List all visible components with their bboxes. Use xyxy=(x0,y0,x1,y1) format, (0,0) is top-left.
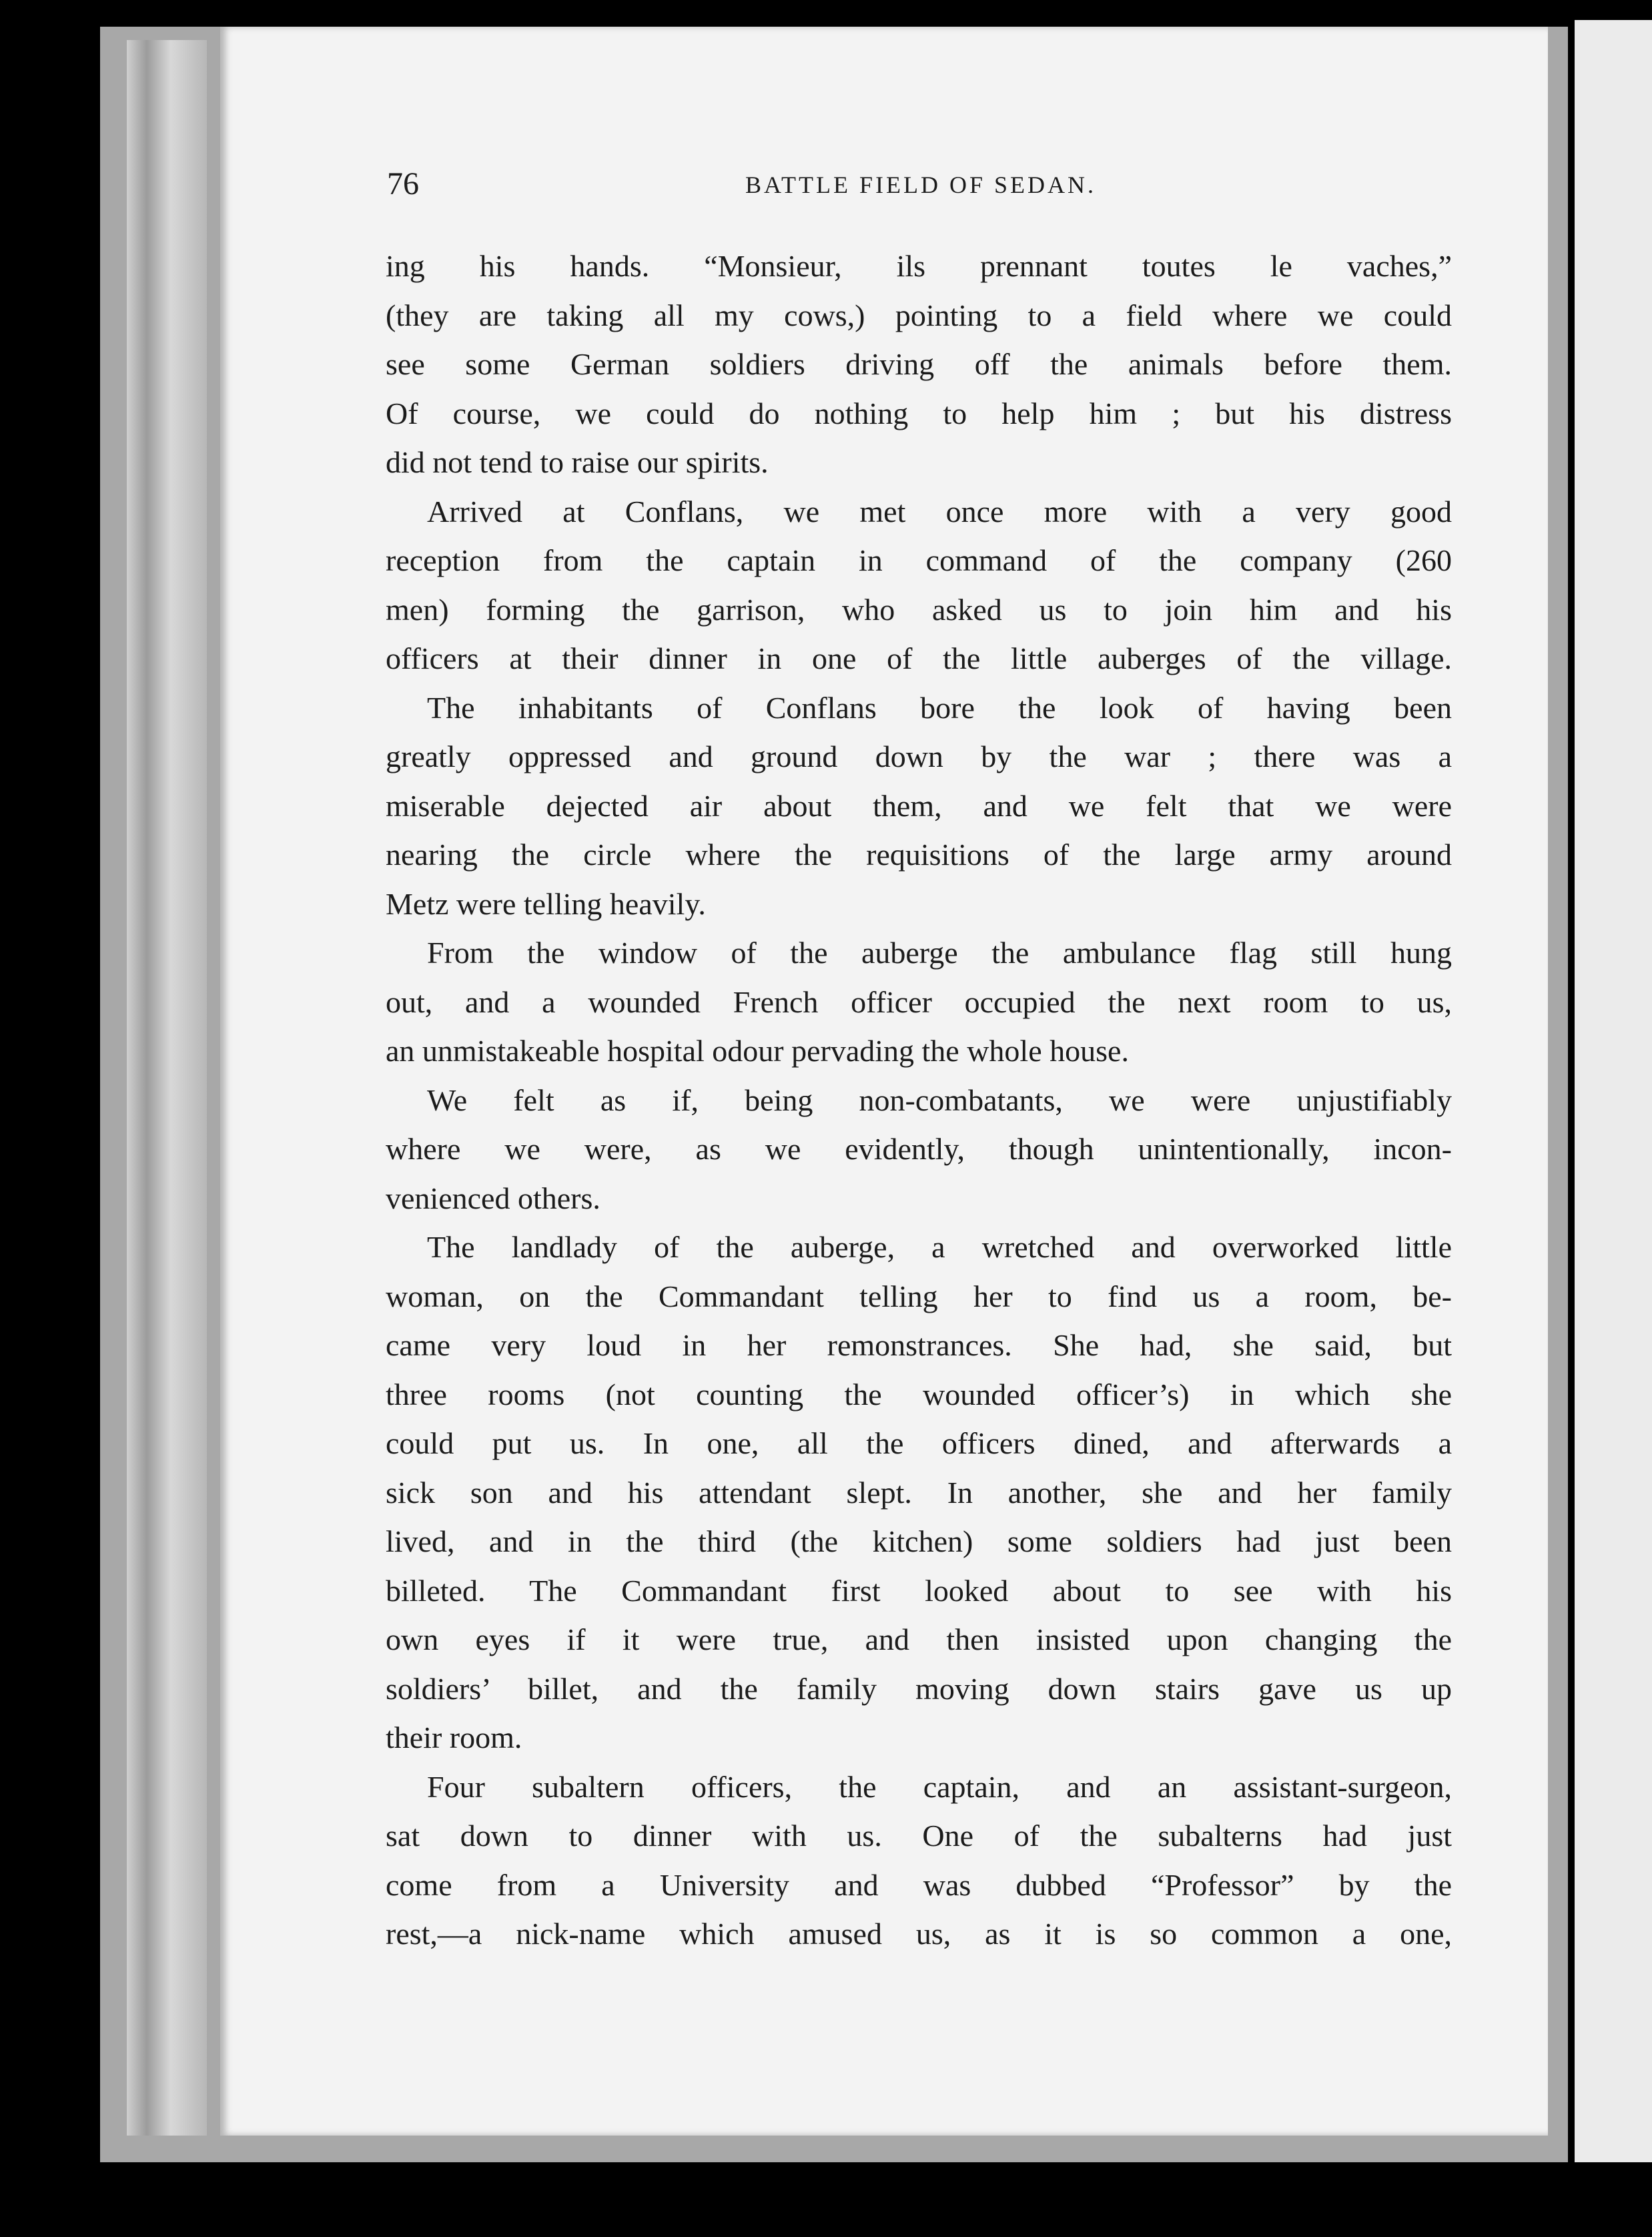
text-line: their room. xyxy=(386,1720,522,1754)
text-line: out, and a wounded French officer occupied the next room to us, xyxy=(386,984,1452,1019)
text-line: an unmistakeable hospital odour pervading the whole house. xyxy=(386,1034,1129,1068)
text-line: billeted. The Commandant first looked about to see with his xyxy=(386,1573,1452,1608)
facing-page-edge xyxy=(1575,20,1652,2162)
text-line: From the window of the auberge the ambulance flag still hung xyxy=(427,936,1452,970)
text-line: come from a University and was dubbed “Professor” by the xyxy=(386,1867,1452,1902)
text-line: see some German soldiers driving off the animals before them. xyxy=(386,347,1452,381)
text-line: Arrived at Conflans, we met once more with a very good xyxy=(427,494,1452,529)
text-line: Of course, we could do nothing to help him ; but his distress xyxy=(386,396,1452,430)
text-line: soldiers’ billet, and the family moving down stairs gave us up xyxy=(386,1671,1452,1706)
text-line: Metz were telling heavily. xyxy=(386,886,706,921)
text-line: own eyes if it were true, and then insisted upon changing the xyxy=(386,1622,1452,1656)
text-line: reception from the captain in command of the company (260 xyxy=(386,543,1452,577)
text-line: miserable dejected air about them, and we felt that we were xyxy=(386,788,1452,823)
text-line: sick son and his attendant slept. In another, she and her family xyxy=(386,1475,1452,1510)
text-line: men) forming the garrison, who asked us to join him and his xyxy=(386,592,1452,627)
text-line: woman, on the Commandant telling her to find us a room, be- xyxy=(386,1279,1452,1313)
running-head xyxy=(387,166,1455,206)
book-binding-edge xyxy=(127,40,207,2136)
text-line: Four subaltern officers, the captain, and an assistant-surgeon, xyxy=(427,1769,1452,1804)
text-line: where we were, as we evidently, though unintentionally, incon- xyxy=(386,1132,1452,1166)
text-line: came very loud in her remonstrances. She had, she said, but xyxy=(386,1328,1452,1362)
text-line: The landlady of the auberge, a wretched and overworked little xyxy=(427,1230,1452,1264)
text-line: lived, and in the third (the kitchen) some soldiers had just been xyxy=(386,1524,1452,1558)
text-line: did not tend to raise our spirits. xyxy=(386,445,769,479)
page-number: 76 xyxy=(387,166,419,202)
text-line: ing his hands. “Monsieur, ils prennant toutes le vaches,” xyxy=(386,249,1452,283)
text-line: (they are taking all my cows,) pointing to a field where we could xyxy=(386,298,1452,332)
text-line: venienced others. xyxy=(386,1181,600,1215)
body-text xyxy=(386,242,1452,1959)
text-line: We felt as if, being non-combatants, we were unjustifiably xyxy=(427,1082,1452,1117)
text-line: officers at their dinner in one of the little auberges of the village. xyxy=(386,641,1452,675)
text-line: sat down to dinner with us. One of the subalterns had just xyxy=(386,1819,1452,1853)
running-title: BATTLE FIELD OF SEDAN. xyxy=(745,172,1096,198)
text-line: greatly oppressed and ground down by the war ; there was a xyxy=(386,739,1452,773)
text-line: The inhabitants of Conflans bore the look of having been xyxy=(427,690,1452,725)
text-line: three rooms (not counting the wounded officer’s) in which she xyxy=(386,1377,1452,1411)
text-line: could put us. In one, all the officers dined, and afterwards a xyxy=(386,1426,1452,1460)
text-line: nearing the circle where the requisitions of the large army around xyxy=(386,838,1452,872)
text-line: rest,—a nick-name which amused us, as it is so common a one, xyxy=(386,1917,1452,1951)
